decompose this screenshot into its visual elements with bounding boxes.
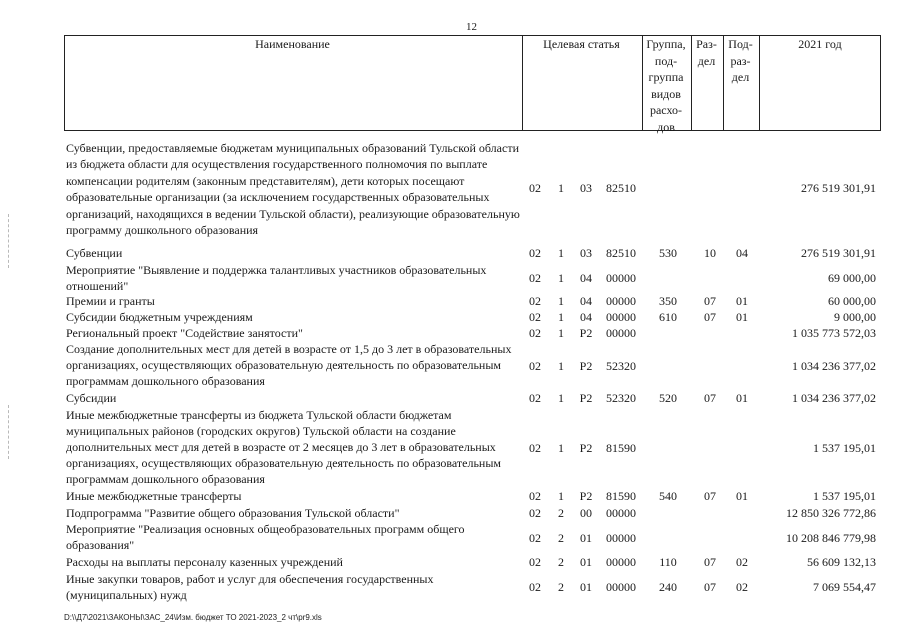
row-name: Расходы на выплаты персоналу казенных учреждений xyxy=(66,555,343,569)
row-direction: 00000 xyxy=(606,271,636,285)
header-group-line: дов xyxy=(657,119,675,134)
row-subsection: 01 xyxy=(736,489,748,503)
row-direction: 00000 xyxy=(606,326,636,340)
table-row xyxy=(0,293,905,309)
row-subprogram: 1 xyxy=(558,391,564,405)
header-subsection-line: Под- xyxy=(728,37,753,51)
table-row xyxy=(0,505,905,521)
row-main-event: P2 xyxy=(579,359,593,373)
row-direction: 00000 xyxy=(606,506,636,520)
row-direction: 00000 xyxy=(606,294,636,308)
row-subsection: 02 xyxy=(736,555,748,569)
row-main-event: P2 xyxy=(579,489,593,503)
row-name: Иные межбюджетные трансферты xyxy=(66,489,242,503)
row-amount: 276 519 301,91 xyxy=(801,246,876,260)
row-name: Иные межбюджетные трансферты из бюджета Тульской области бюджетам муниципальных районов (городских округов) Тульской области на создание дополнительных мест для детей в возрасте от 2 месяцев до 3 лет в образовательных организациях, осуществляющих образовательную деятельность по образовательным программам дошкольного образования xyxy=(66,408,502,486)
row-amount: 7 069 554,47 xyxy=(813,580,876,594)
row-main-event: 01 xyxy=(580,555,592,569)
row-name: Иные закупки товаров, работ и услуг для обеспечения государственных (муниципальных) нужд xyxy=(66,572,434,602)
row-main-event: 00 xyxy=(580,506,592,520)
row-name: Создание дополнительных мест для детей в возрасте от 1,5 до 3 лет в образовательных организациях, осуществляющих образовательную деятельность по образовательным программам дошкольного образования xyxy=(66,342,512,388)
row-group: 520 xyxy=(659,391,677,405)
row-name: Субсидии бюджетным учреждениям xyxy=(66,310,253,324)
header-section-line: Раз- xyxy=(696,37,717,51)
header-group-line: расхо- xyxy=(649,103,683,117)
row-group: 240 xyxy=(659,580,677,594)
row-direction: 81590 xyxy=(606,489,636,503)
row-subsection: 01 xyxy=(736,310,748,324)
row-amount: 9 000,00 xyxy=(834,310,876,324)
row-program: 02 xyxy=(529,391,541,405)
table-row xyxy=(0,488,905,504)
row-section: 07 xyxy=(704,391,716,405)
file-path-footer: D:\\Д7\2021\ЗАКОНЫ\ЗАС_24\Изм. бюджет ТО 2021-2023_2 чт\pr9.xls xyxy=(64,613,322,622)
row-program: 02 xyxy=(529,555,541,569)
row-amount: 69 000,00 xyxy=(828,271,876,285)
row-subprogram: 1 xyxy=(558,246,564,260)
row-subsection: 01 xyxy=(736,391,748,405)
table-row xyxy=(0,521,905,553)
row-amount: 56 609 132,13 xyxy=(807,555,876,569)
header-subsection-line: дел xyxy=(731,70,750,84)
row-section: 07 xyxy=(704,294,716,308)
row-group: 110 xyxy=(659,555,677,569)
row-amount: 60 000,00 xyxy=(828,294,876,308)
row-subprogram: 2 xyxy=(558,580,564,594)
header-subsection-line: раз- xyxy=(730,53,751,68)
row-program: 02 xyxy=(529,489,541,503)
table-row xyxy=(0,390,905,406)
row-main-event: 01 xyxy=(580,580,592,594)
row-program: 02 xyxy=(529,359,541,373)
row-direction: 52320 xyxy=(606,391,636,405)
table-row xyxy=(0,245,905,261)
row-program: 02 xyxy=(529,326,541,340)
row-amount: 1 035 773 572,03 xyxy=(792,326,876,340)
row-program: 02 xyxy=(529,181,541,195)
table-row xyxy=(0,325,905,341)
row-program: 02 xyxy=(529,271,541,285)
row-amount: 1 034 236 377,02 xyxy=(792,391,876,405)
row-name: Региональный проект "Содействие занятости" xyxy=(66,326,303,340)
row-name: Премии и гранты xyxy=(66,294,155,308)
header-section xyxy=(691,36,722,69)
row-main-event: 03 xyxy=(580,246,592,260)
row-amount: 1 034 236 377,02 xyxy=(792,359,876,373)
table-row xyxy=(0,407,905,487)
row-section: 10 xyxy=(704,246,716,260)
table-header xyxy=(64,35,881,134)
row-main-event: P2 xyxy=(579,326,593,340)
binder-mark xyxy=(8,405,10,459)
table-row xyxy=(0,262,905,294)
row-subprogram: 1 xyxy=(558,359,564,373)
row-amount: 10 208 846 779,98 xyxy=(786,531,876,545)
header-group-line: видов xyxy=(651,86,681,101)
row-direction: 00000 xyxy=(606,310,636,324)
row-name: Подпрограмма "Развитие общего образования Тульской области" xyxy=(66,506,400,520)
row-direction: 00000 xyxy=(606,555,636,569)
row-main-event: P2 xyxy=(579,441,593,455)
row-amount: 276 519 301,91 xyxy=(801,181,876,195)
row-main-event: P2 xyxy=(579,391,593,405)
row-subprogram: 1 xyxy=(558,489,564,503)
table-row xyxy=(0,571,905,603)
row-amount: 1 537 195,01 xyxy=(813,489,876,503)
row-main-event: 04 xyxy=(580,271,592,285)
row-amount: 12 850 326 772,86 xyxy=(786,506,876,520)
row-direction: 81590 xyxy=(606,441,636,455)
row-name: Субвенции xyxy=(66,246,123,260)
row-subsection: 02 xyxy=(736,580,748,594)
binder-mark xyxy=(8,214,10,268)
table-row xyxy=(0,140,905,236)
header-target: Целевая статья xyxy=(543,37,620,51)
table-row xyxy=(0,309,905,325)
row-program: 02 xyxy=(529,294,541,308)
row-name: Субсидии xyxy=(66,391,117,405)
row-main-event: 03 xyxy=(580,181,592,195)
header-group-line: Группа, xyxy=(646,37,686,51)
header-group xyxy=(642,36,690,135)
header-year: 2021 год xyxy=(798,37,842,51)
row-program: 02 xyxy=(529,310,541,324)
row-direction: 52320 xyxy=(606,359,636,373)
row-subprogram: 1 xyxy=(558,310,564,324)
row-subprogram: 2 xyxy=(558,531,564,545)
row-subsection: 01 xyxy=(736,294,748,308)
row-subprogram: 1 xyxy=(558,271,564,285)
row-program: 02 xyxy=(529,580,541,594)
row-program: 02 xyxy=(529,531,541,545)
row-group: 540 xyxy=(659,489,677,503)
row-group: 530 xyxy=(659,246,677,260)
header-name: Наименование xyxy=(255,37,330,51)
row-group: 350 xyxy=(659,294,677,308)
header-group-line: под- xyxy=(654,53,678,68)
row-program: 02 xyxy=(529,506,541,520)
row-section: 07 xyxy=(704,555,716,569)
row-subprogram: 2 xyxy=(558,555,564,569)
row-subprogram: 1 xyxy=(558,294,564,308)
row-program: 02 xyxy=(529,246,541,260)
row-direction: 00000 xyxy=(606,531,636,545)
row-group: 610 xyxy=(659,310,677,324)
row-direction: 82510 xyxy=(606,246,636,260)
page-number: 12 xyxy=(466,21,477,33)
row-main-event: 04 xyxy=(580,310,592,324)
row-name: Субвенции, предоставляемые бюджетам муниципальных образований Тульской области из бюджета области для осуществления государственного полномочия по выплате компенсации родителям (законным представителям), дети которых посещают образовательные организации (за исключением государственных образовательных организаций, находящихся в ведении Тульской области), реализующие образовательную программу дошкольного образования xyxy=(66,141,520,238)
row-main-event: 01 xyxy=(580,531,592,545)
row-subsection: 04 xyxy=(736,246,748,260)
header-subsection xyxy=(723,36,758,86)
row-program: 02 xyxy=(529,441,541,455)
row-main-event: 04 xyxy=(580,294,592,308)
row-subprogram: 1 xyxy=(558,181,564,195)
header-group-line: группа xyxy=(648,70,684,84)
table-row xyxy=(0,341,905,389)
row-section: 07 xyxy=(704,580,716,594)
row-direction: 82510 xyxy=(606,181,636,195)
table-row xyxy=(0,554,905,570)
row-subprogram: 1 xyxy=(558,441,564,455)
header-section-line: дел xyxy=(697,53,716,68)
row-subprogram: 1 xyxy=(558,326,564,340)
row-name: Мероприятие "Выявление и поддержка талантливых участников образовательных отношений" xyxy=(66,263,487,293)
row-section: 07 xyxy=(704,310,716,324)
row-direction: 00000 xyxy=(606,580,636,594)
row-subprogram: 2 xyxy=(558,506,564,520)
row-section: 07 xyxy=(704,489,716,503)
row-amount: 1 537 195,01 xyxy=(813,441,876,455)
row-name: Мероприятие "Реализация основных общеобразовательных программ общего образования" xyxy=(66,522,465,552)
